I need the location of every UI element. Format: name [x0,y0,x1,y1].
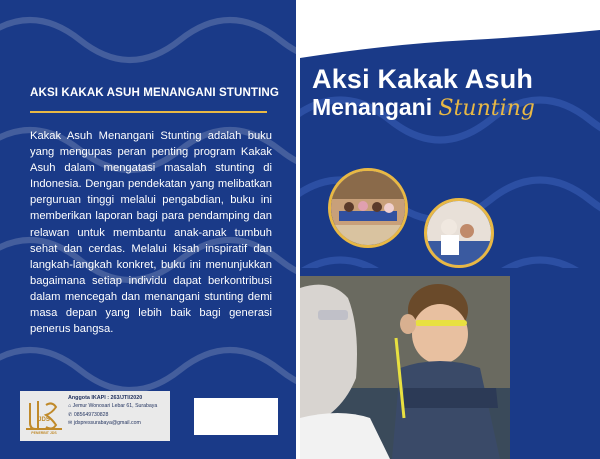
publisher-box [20,391,170,441]
barcode-placeholder [194,398,278,435]
photo-circle-group [328,168,408,248]
publisher-logo-caption: PENERBIT JDS [31,431,57,435]
nurse-photo-image [427,201,491,265]
front-cover [300,0,600,459]
publisher-phone-row [68,411,168,419]
back-cover-title: AKSI KAKAK ASUH MENANGANI STUNTING [30,86,280,99]
front-title-line1: Aksi Kakak Asuh [312,64,534,94]
book-synopsis: Kakak Asuh Menangani Stunting adalah buku yang mengupas peran penting program Kakak Asuh dalam mengatasi masalah stunting di Indonesia. Dengan pendekatan yang melibatkan perguruan tinggi melalui pengabdian, buku ini memberikan laporan bagi para pendamping dan relawan untuk membantu anak-anak tumbuh sehat dan cerdas. Melalui kisah inspiratif dan langkah-langkah konkret, buku ini menunjukkan bagaimana setiap individu dapat berkontribusi dalam mencegah dan menangani stunting demi masa depan yang lebih baik bagi generasi penerus bangsa. [30,130,272,336]
location-icon: ⌂ [68,403,72,410]
gold-divider [30,111,267,113]
publisher-address: Jemur Wonosari Lebar 61, Surabaya [72,403,158,410]
ikapi-membership: Anggota IKAPI : 263/JTI/2020 [68,395,143,401]
front-title-line2 [312,94,535,121]
publisher-phone: 085649730828 [73,411,109,418]
phone-icon: ✆ [68,411,73,418]
main-photo-measuring-child [300,268,600,459]
photo-circle-nurse [424,198,494,268]
publisher-email: jdspressurabaya@gmail.com [73,419,141,426]
publisher-email-row [68,419,168,427]
front-title-script: Stunting [438,96,535,121]
publisher-info [68,394,168,427]
back-cover [0,0,296,459]
group-photo-image [331,171,405,245]
publisher-address-row [68,402,168,410]
front-title-plain: Menangani [312,94,439,120]
publisher-logo-text: JDS [38,417,50,423]
email-icon: ✉ [68,419,73,426]
